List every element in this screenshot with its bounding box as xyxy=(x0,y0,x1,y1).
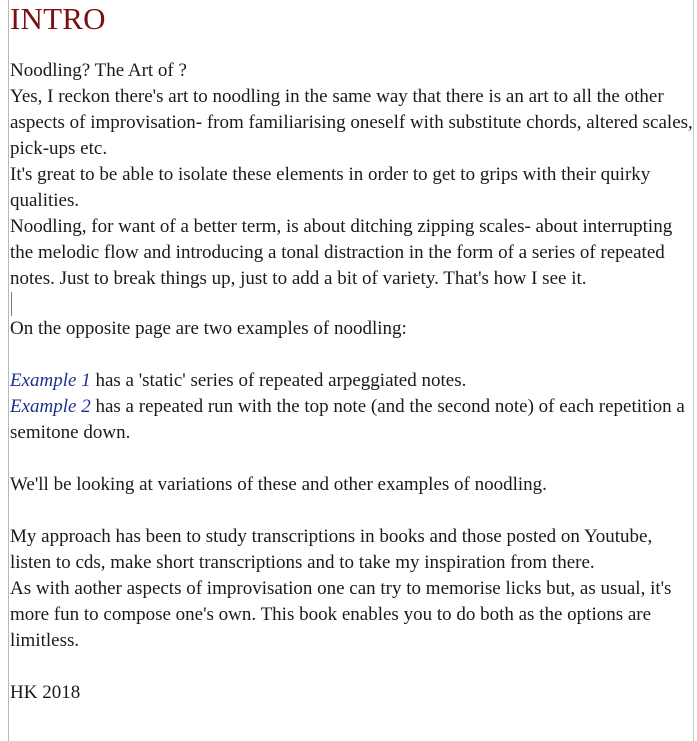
paragraph-examples-intro: On the opposite page are two examples of noodling: xyxy=(10,318,407,339)
paragraph-noodling-definition: Noodling, for want of a better term, is about ditching zipping scales- about interrupting the melodic flow and introducing a tonal distraction in the form of a series of repeated notes. Just to break things up, just to add a bit of variety. That's how I see it. xyxy=(10,216,673,289)
spacer xyxy=(10,654,694,680)
paragraph-example-2 xyxy=(10,394,694,446)
document-page xyxy=(10,0,694,706)
paragraph-example-1 xyxy=(10,368,694,394)
paragraph-question: Noodling? The Art of ? xyxy=(10,60,187,81)
example-1-label: Example 1 xyxy=(10,370,91,391)
example-1-description: has a 'static' series of repeated arpeggiated notes. xyxy=(90,370,467,391)
spacer xyxy=(10,446,694,472)
paragraph-art-of-noodling: Yes, I reckon there's art to noodling in the same way that there is an art to all the other aspects of improvisation- from familiarising oneself with substitute chords, altered scales, pick-ups etc. xyxy=(10,86,693,159)
paragraph-approach: My approach has been to study transcriptions in books and those posted on Youtube, listen to cds, make short transcriptions and to take my inspiration from there. xyxy=(10,526,653,573)
left-frame-border xyxy=(8,0,9,741)
text-cursor xyxy=(11,292,12,316)
paragraph-isolate-elements: It's great to be able to isolate these elements in order to get to grips with their quirky qualities. xyxy=(10,164,651,211)
spacer xyxy=(10,498,694,524)
paragraph-memorise-licks: As with aother aspects of improvisation one can try to memorise licks but, as usual, it's more fun to compose one's own. This book enables you to do both as the options are limitless. xyxy=(10,578,672,651)
example-2-description: has a repeated run with the top note (and the second note) of each repetition a semitone down. xyxy=(10,396,685,443)
paragraph-variations: We'll be looking at variations of these and other examples of noodling. xyxy=(10,474,547,495)
page-title: INTRO xyxy=(10,1,106,36)
spacer xyxy=(10,342,694,368)
signature: HK 2018 xyxy=(10,682,81,703)
example-2-label: Example 2 xyxy=(10,396,91,417)
